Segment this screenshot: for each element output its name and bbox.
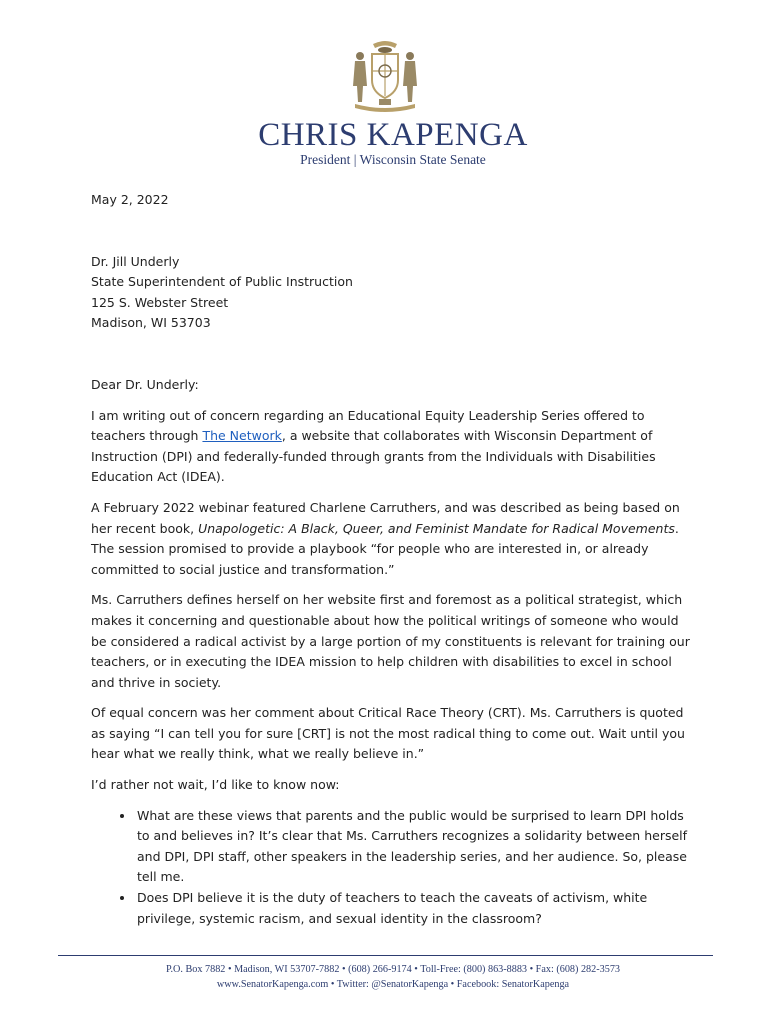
- list-item: • What are these views that parents and the public would be surprised to learn DPI holds to and believes in? It’s clear that Ms. Carruthers recognizes a solidarity between herself and DPI, DPI staff, other speakers in the leadership series, and her audience. So, please tell me.: [135, 806, 691, 888]
- question-list: [91, 806, 691, 930]
- paragraph-2: [91, 498, 691, 580]
- recipient-name: Dr. Jill Underly: [91, 253, 180, 269]
- paragraph-5: I’d rather not wait, I’d like to know now:: [91, 777, 340, 793]
- letterhead-title: President | Wisconsin State Senate: [300, 152, 486, 167]
- list-item: • Does DPI believe it is the duty of teachers to teach the caveats of activism, white privilege, systemic racism, and sexual identity in the classroom?: [135, 888, 691, 929]
- letter-date: May 2, 2022: [91, 192, 169, 207]
- footer-web-line: www.SenatorKapenga.com • Twitter: @SenatorKapenga • Facebook: SenatorKapenga: [216, 979, 570, 990]
- salutation: Dear Dr. Underly:: [91, 376, 199, 392]
- recipient-street: 125 S. Webster Street: [91, 294, 229, 310]
- book-title: Unapologetic: A Black, Queer, and Feminist Mandate for Radical Movements: [198, 520, 675, 536]
- the-network-link[interactable]: The Network: [202, 428, 282, 444]
- paragraph-2-text-b: . The session promised to provide a playbook “for people who are interested in, or already committed to social justice and transformation.”: [91, 520, 679, 577]
- footer: [8, 962, 770, 992]
- paragraph-4: Of equal concern was her comment about Critical Race Theory (CRT). Ms. Carruthers is quoted as saying “I can tell you for sure [CRT] is not the most radical thing to come out. Wait until you hear what we really think, what we really believe in.”: [91, 705, 685, 762]
- footer-divider: [58, 955, 713, 956]
- paragraph-1-text-a: I am writing out of concern regarding an Educational Equity Leadership Series offered to teachers through: [91, 407, 645, 444]
- letter-body: [91, 190, 691, 929]
- recipient-address: [91, 252, 691, 334]
- paragraph-3: Ms. Carruthers defines herself on her website first and foremost as a political strategist, which makes it concerning and questionable about how the political writings of someone who would be considered a radical activist by a large portion of my constituents is relevant for training our teachers, or in executing the IDEA mission to help children with disabilities to excel in school and thrive in society.: [91, 592, 690, 690]
- recipient-position: State Superintendent of Public Instruction: [91, 274, 353, 290]
- footer-contact-line: P.O. Box 7882 • Madison, WI 53707-7882 • (608) 266-9174 • Toll-Free: (800) 863-8883 • Fax: (608) 282-3573: [165, 964, 621, 975]
- paragraph-1: [91, 406, 691, 488]
- recipient-city: Madison, WI 53703: [91, 315, 211, 331]
- letterhead-name: CHRIS KAPENGA: [258, 117, 528, 153]
- wisconsin-state-seal: [343, 38, 427, 118]
- paragraph-2-text-a: A February 2022 webinar featured Charlene Carruthers, and was described as being based on her recent book,: [91, 499, 680, 536]
- paragraph-1-text-b: , a website that collaborates with Wisconsin Department of Instruction (DPI) and federally-funded through grants from the Individuals with Disabilities Education Act (IDEA).: [91, 428, 656, 485]
